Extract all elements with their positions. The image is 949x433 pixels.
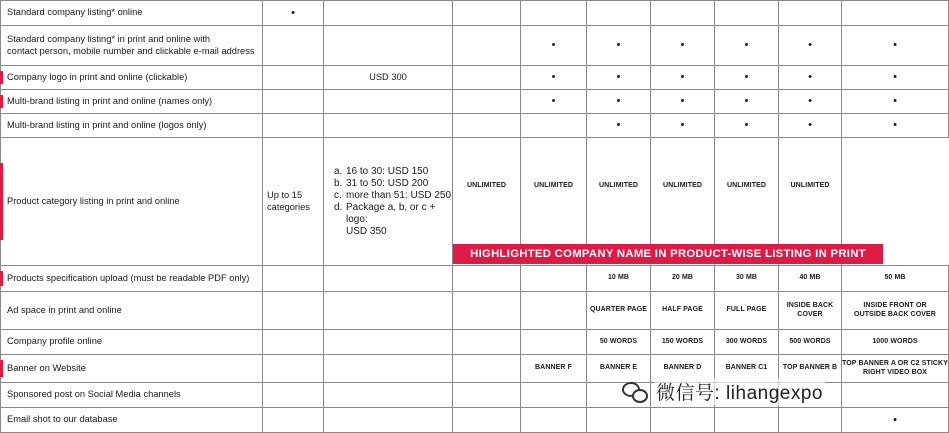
package-item: c. more than 51: USD 250: [334, 189, 452, 201]
tier-cell: UNLIMITED: [453, 138, 521, 266]
wechat-icon: [622, 380, 650, 402]
row-label: Multi-brand listing in print and online (logos only): [1, 114, 263, 138]
package-item: d. Package a, b, or c + logo:: [334, 201, 436, 225]
tier-cell-line: OUTSIDE BACK COVER: [854, 310, 936, 318]
table-row: [1, 90, 949, 114]
tier-cell: UNLIMITED: [521, 138, 587, 266]
package-item: USD 350: [346, 225, 387, 237]
tier-cell: BANNER D: [651, 355, 715, 383]
tier-cell: BANNER C1: [715, 355, 779, 383]
tier-cell-line: RIGHT VIDEO BOX: [862, 368, 928, 376]
tier-cell: TOP BANNER B: [779, 355, 842, 383]
cell-dot: •: [651, 66, 715, 90]
tier-cell: 50 MB: [842, 266, 949, 292]
tier-cell: [842, 355, 949, 383]
cell-dot: •: [842, 90, 949, 114]
cell-dot: •: [842, 26, 949, 66]
cell-dot: •: [651, 26, 715, 66]
package-list-cell: [324, 138, 453, 266]
cell-dot: •: [587, 66, 651, 90]
tier-cell-line: INSIDE BACK: [786, 301, 834, 309]
cell-dot: •: [842, 408, 949, 433]
cell-dot: •: [779, 114, 842, 138]
tier-cell-line: COVER: [797, 310, 823, 318]
tier-cell: QUARTER PAGE: [587, 292, 651, 330]
row-label: Company profile online: [1, 330, 263, 355]
tier-cell: HALF PAGE: [651, 292, 715, 330]
row-label-line: contact person, mobile number and clickable e-mail address: [7, 45, 255, 56]
row-label: [1, 26, 263, 66]
tier-cell-line: INSIDE FRONT OR: [863, 301, 927, 309]
table-row: [1, 330, 949, 355]
tier-cell: 20 MB: [651, 266, 715, 292]
table-row: [1, 66, 949, 90]
tier-cell: BANNER F: [521, 355, 587, 383]
tier-cell: 30 MB: [715, 266, 779, 292]
tier-cell: 1000 WORDS: [842, 330, 949, 355]
row-label: Multi-brand listing in print and online (names only): [1, 90, 263, 114]
tier-cell: 40 MB: [779, 266, 842, 292]
highlight-banner: HIGHLIGHTED COMPANY NAME IN PRODUCT-WISE LISTING IN PRINT: [453, 244, 883, 264]
cell-dot: •: [715, 26, 779, 66]
table-row: [1, 408, 949, 433]
tier-cell: UNLIMITED: [779, 138, 842, 266]
cell-dot: •: [587, 90, 651, 114]
row-label: Products specification upload (must be readable PDF only): [1, 266, 263, 292]
cell-dot: •: [842, 114, 949, 138]
row-label: Company logo in print and online (clickable): [1, 66, 263, 90]
package-item: a. 16 to 30: USD 150: [334, 165, 429, 177]
cell-dot: •: [779, 66, 842, 90]
tier-cell: [842, 292, 949, 330]
row-label: Ad space in print and online: [1, 292, 263, 330]
package-item: b. 31 to 50: USD 200: [334, 177, 429, 189]
row-label: Product category listing in print and online: [1, 138, 263, 266]
watermark: [622, 377, 825, 405]
cell-dot: •: [842, 66, 949, 90]
table-row: [1, 114, 949, 138]
cell-dot: •: [587, 26, 651, 66]
cell-dot: •: [651, 90, 715, 114]
cell-dot: •: [779, 26, 842, 66]
cell-dot: •: [263, 1, 324, 26]
cell-dot: •: [715, 90, 779, 114]
row-label: Sponsored post on Social Media channels: [1, 383, 263, 408]
package-list: [328, 166, 452, 238]
table-row: [1, 292, 949, 330]
tier-cell: UNLIMITED: [587, 138, 651, 266]
tier-cell: 500 WORDS: [779, 330, 842, 355]
cell-dot: •: [651, 114, 715, 138]
table-row: [1, 26, 949, 66]
tier-cell: [779, 292, 842, 330]
categories-line: Up to 15: [267, 189, 303, 200]
cell-dot: •: [779, 90, 842, 114]
table-row: [1, 1, 949, 26]
watermark-text: 微信号: lihangexpo: [654, 378, 825, 405]
cell-dot: •: [715, 114, 779, 138]
categories-line: categories: [267, 201, 310, 212]
cell-dot: •: [587, 114, 651, 138]
cell-dot: •: [521, 66, 587, 90]
categories-cell: [263, 138, 324, 266]
row-label-line: Standard company listing* in print and online with: [7, 33, 211, 44]
row-label: Banner on Website: [1, 355, 263, 383]
tier-cell: 10 MB: [587, 266, 651, 292]
row-label: Standard company listing* online: [1, 1, 263, 26]
row-label: Email shot to our database: [1, 408, 263, 433]
tier-cell: UNLIMITED: [651, 138, 715, 266]
tier-cell: 300 WORDS: [715, 330, 779, 355]
cell-dot: •: [715, 66, 779, 90]
tier-cell: BANNER E: [587, 355, 651, 383]
tier-cell: 150 WORDS: [651, 330, 715, 355]
cell-dot: •: [521, 90, 587, 114]
tier-cell-line: TOP BANNER A OR C2 STICKY: [842, 359, 948, 367]
tier-cell: FULL PAGE: [715, 292, 779, 330]
tier-cell: UNLIMITED: [715, 138, 779, 266]
price-cell: USD 300: [324, 66, 453, 90]
cell-dot: •: [521, 26, 587, 66]
table-row: [1, 266, 949, 292]
tier-cell: 50 WORDS: [587, 330, 651, 355]
